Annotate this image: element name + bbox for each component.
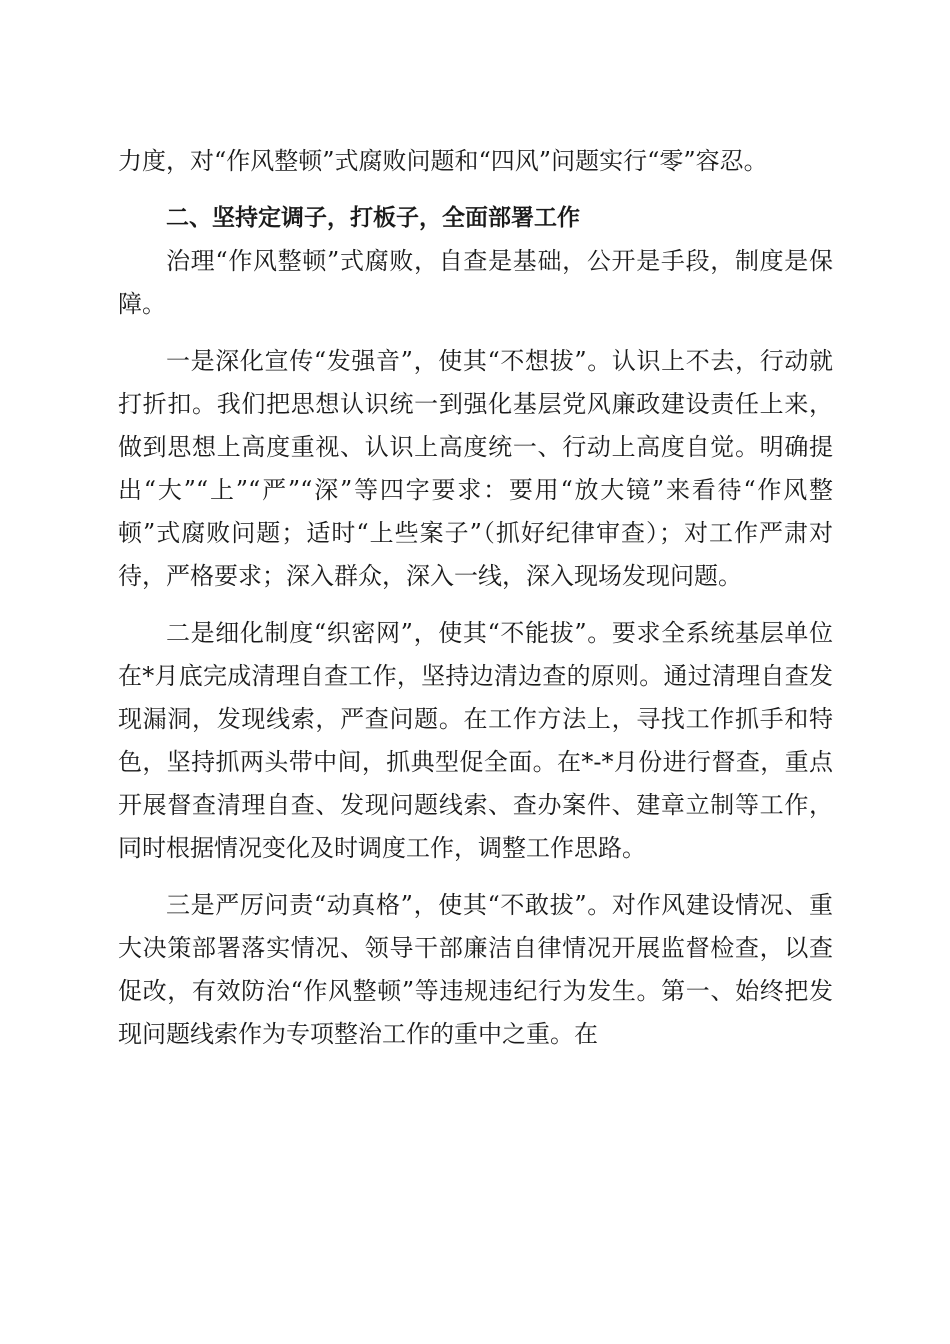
paragraph-intro: 治理“作风整顿”式腐败，自查是基础，公开是手段，制度是保障。 [118, 247, 833, 318]
document-body [118, 140, 833, 1056]
paragraph-point-one: 一是深化宣传“发强音”，使其“不想拔”。认识上不去，行动就打折扣。我们把思想认识统一到强化基层党风廉政建设责任上来，做到思想上高度重视、认识上高度统一、行动上高度自觉。明确提出“大”“上”“严”“深”等四字要求：要用“放大镜”来看待“作风整顿”式腐败问题；适时“上些案子”（抓好纪律审查）；对工作严肃对待，严格要求；深入群众，深入一线，深入现场发现问题。 [118, 347, 833, 590]
paragraph-continuation: 力度，对“作风整顿”式腐败问题和“四风”问题实行“零”容忍。 [118, 147, 768, 175]
paragraph-point-two: 二是细化制度“织密网”，使其“不能拔”。要求全系统基层单位在*月底完成清理自查工作，坚持边清边查的原则。通过清理自查发现漏洞，发现线索，严查问题。在工作方法上，寻找工作抓手和特色，坚持抓两头带中间，抓典型促全面。在*-*月份进行督查，重点开展督查清理自查、发现问题线索、查办案件、建章立制等工作，同时根据情况变化及时调度工作，调整工作思路。 [118, 619, 833, 862]
section-heading: 二、坚持定调子，打板子，全面部署工作 [166, 205, 580, 231]
paragraph-point-three: 三是严厉问责“动真格”，使其“不敢拔”。对作风建设情况、重大决策部署落实情况、领导干部廉洁自律情况开展监督检查，以查促改，有效防治“作风整顿”等违规违纪行为发生。第一、始终把发现问题线索作为专项整治工作的重中之重。在 [118, 891, 833, 1048]
